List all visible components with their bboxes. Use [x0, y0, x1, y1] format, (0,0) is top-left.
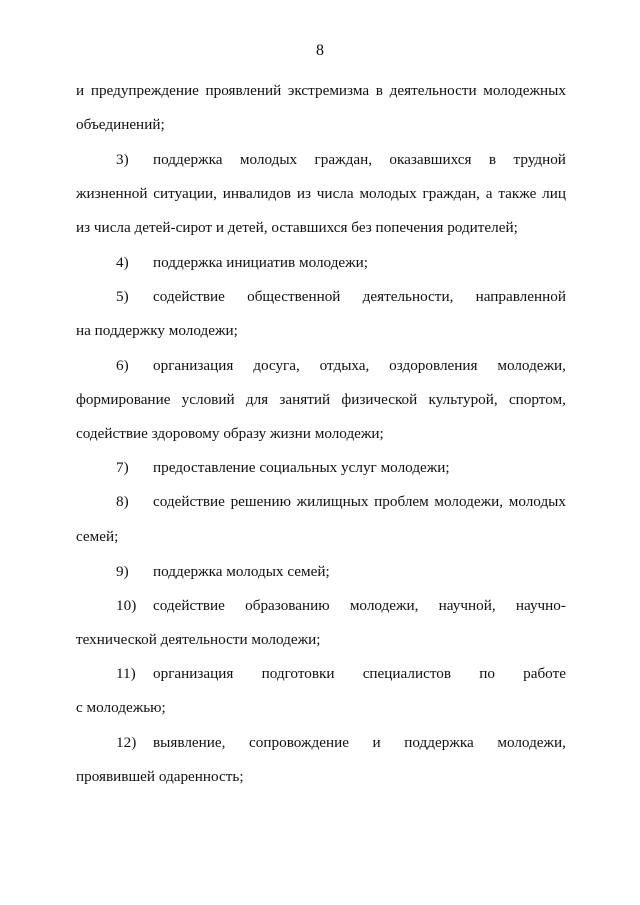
word: молодежи,: [497, 357, 566, 374]
word: направленной: [475, 288, 566, 305]
list-item-number: 7): [116, 459, 129, 476]
word: в: [488, 151, 497, 168]
word: образованию: [245, 597, 330, 614]
list-item-number: 3): [116, 151, 129, 168]
word: лиц: [542, 185, 566, 202]
word: досуга,: [253, 357, 300, 374]
word: молодежи,: [434, 493, 504, 510]
page-number: 8: [316, 42, 324, 59]
word: инвалидов: [222, 185, 292, 202]
word: граждан,: [314, 151, 372, 168]
word: для: [245, 391, 269, 408]
word: молодых: [508, 493, 566, 510]
paragraph-line: [76, 81, 566, 101]
paragraph-line: [76, 390, 566, 410]
list-item-number: 10): [116, 597, 137, 614]
word: проявлений: [205, 82, 282, 99]
word: культурой,: [428, 391, 498, 408]
word: жилищных: [296, 493, 369, 510]
word: оказавшихся: [389, 151, 472, 168]
list-item-text: [153, 733, 566, 753]
word: деятельности,: [362, 288, 454, 305]
word: проблем: [374, 493, 429, 510]
list-item-number: 6): [116, 357, 129, 374]
word: числа: [316, 185, 354, 202]
word: условий: [181, 391, 235, 408]
word: содействие: [153, 597, 225, 614]
word: экстремизма: [287, 82, 370, 99]
word: также: [498, 185, 537, 202]
word: а: [485, 185, 493, 202]
list-item-text: предоставление социальных услуг молодежи;: [153, 459, 450, 476]
word: научно-: [515, 597, 566, 614]
list-item-text: [153, 356, 566, 376]
list-item-number: 11): [116, 665, 136, 682]
word: молодых: [239, 151, 298, 168]
word: подготовки: [261, 665, 335, 682]
word: трудной: [513, 151, 566, 168]
word: работе: [523, 665, 566, 682]
paragraph-line: проявившей одаренность;: [76, 768, 244, 785]
paragraph-line: объединений;: [76, 116, 165, 133]
list-item-text: [153, 150, 566, 170]
word: отдыха,: [319, 357, 370, 374]
word: граждан,: [422, 185, 480, 202]
word: деятельности: [389, 82, 477, 99]
list-item-text: поддержка молодых семей;: [153, 563, 330, 580]
list-item-text: [153, 492, 566, 512]
word: поддержка: [153, 151, 223, 168]
word: формирование: [76, 391, 171, 408]
word: спортом,: [508, 391, 566, 408]
word: жизненной: [76, 185, 148, 202]
word: и: [372, 734, 381, 751]
word: общественной: [247, 288, 341, 305]
word: поддержка: [404, 734, 474, 751]
word: и: [76, 82, 85, 99]
word: физической: [341, 391, 418, 408]
list-item-number: 12): [116, 734, 137, 751]
word: молодежи,: [349, 597, 419, 614]
word: организация: [153, 357, 234, 374]
word: молодежи,: [497, 734, 566, 751]
word: специалистов: [362, 665, 452, 682]
list-item-text: поддержка инициатив молодежи;: [153, 254, 369, 271]
word: занятий: [279, 391, 331, 408]
list-item-text: [153, 664, 566, 684]
word: оздоровления: [389, 357, 478, 374]
word: организация: [153, 665, 234, 682]
word: из: [296, 185, 311, 202]
word: ситуации,: [153, 185, 217, 202]
word: выявление,: [153, 734, 226, 751]
paragraph-line: технической деятельности молодежи;: [76, 631, 321, 648]
paragraph-line: из числа детей-сирот и детей, оставшихся без попечения родителей;: [76, 219, 518, 236]
word: по: [479, 665, 495, 682]
word: сопровождение: [249, 734, 349, 751]
list-item-number: 8): [116, 493, 129, 510]
word: научной,: [438, 597, 496, 614]
paragraph-line: на поддержку молодежи;: [76, 322, 238, 339]
list-item-text: [153, 287, 566, 307]
word: молодых: [359, 185, 417, 202]
word: содействие: [153, 493, 225, 510]
word: в: [375, 82, 383, 99]
word: содействие: [153, 288, 225, 305]
word: решению: [230, 493, 291, 510]
paragraph-line: с молодежью;: [76, 699, 166, 716]
paragraph-line: семей;: [76, 528, 119, 545]
list-item-number: 5): [116, 288, 129, 305]
word: молодежных: [483, 82, 566, 99]
list-item-text: [153, 596, 566, 616]
paragraph-line: [76, 184, 566, 204]
list-item-number: 9): [116, 563, 129, 580]
paragraph-line: содействие здоровому образу жизни молодежи;: [76, 425, 384, 442]
word: предупреждение: [90, 82, 199, 99]
list-item-number: 4): [116, 254, 129, 271]
